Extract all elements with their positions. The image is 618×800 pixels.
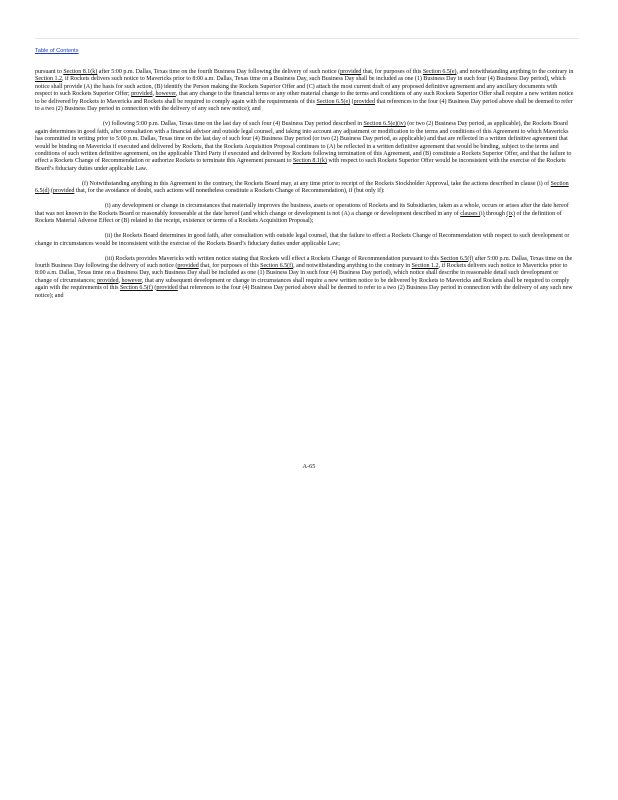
paragraph-f-iii: (iii) Rockets provides Mavericks with written notice stating that Rockets will effect a Rockets Change of Recommendation pursuant to this Section 6.5(f) after 5:00 p.m. Dallas, Texas time on the fourth Business Day following the delivery of such notice (provided that, for purposes of this Section 6.5(f), and notwithstanding anything to the contrary in Section 1.2, if Rockets delivers such notice to Mavericks prior to 8:00 a.m. Dallas, Texas time on a Business Day, such Business Day shall be included as one (1) Business Day in such four (4) Business Day period), which notice shall describe in reasonable detail such development or change of circumstances; provided, however, that any subsequent development or change in circumstances shall require a new written notice to be delivered by Rockets to Mavericks and Rockets shall be required to comply again with the requirements of this Section 6.5(f) (provided that references to the four (4) Business Day period above shall be deemed to refer to a two (2) Business Day period in connection with the delivery of any such new notice); and [35, 255, 573, 299]
paragraph-e-iv-continuation: pursuant to Section 8.1(k) after 5:00 p.m. Dallas, Texas time on the fourth Business Day following the delivery of such notice (provided that, for purposes of this Section 6.5(e), and notwithstanding anything to the contrary in Section 1.2, if Rockets delivers such notice to Mavericks prior to 8:00 a.m. Dallas, Texas time on a Business Day, such Business Day shall be included as one (1) Business Day in such four (4) Business Day period), which notice shall provide (A) the basis for such action, (B) identify the Person making the Rockets Superior Offer and (C) attach the most current draft of any proposed definitive agreement and any ancillary documents with respect to such Rockets Superior Offer; provided, however, that any change to the financial terms or any other material change to the terms and conditions of any such Rockets Superior Offer shall require a new written notice to be delivered by Rockets to Mavericks and Rockets shall be required to comply again with the requirements of this Section 6.5(e) (provided that references to the four (4) Business Day period above shall be deemed to refer to a two (2) Business Day period in connection with the delivery of any such new notice); and [35, 69, 574, 113]
paragraph-f-i: (i) any development or change in circumstances that materially improves the business, assets or operations of Rockets and its Subsidiaries, taken as a whole, occurs or arises after the date hereof that was not known to the Rockets Board or reasonably foreseeable at the date hereof (and which change or development is not (A) a change or development described in any of clauses (i) through (ix) of the definition of Rockets Material Adverse Effect or (B) related to the receipt, existence or terms of a Rockets Acquisition Proposal); [35, 203, 569, 225]
section-reference-link[interactable]: Section 6.5(e) [316, 98, 351, 105]
section-reference-link[interactable]: Section 6.5(f) [119, 285, 153, 292]
clause-reference-link[interactable]: (ix) [506, 210, 515, 217]
section-reference-link[interactable]: Section 1.2 [411, 263, 439, 270]
paragraph-e-v: (v) following 5:00 p.m. Dallas, Texas time on the last day of such four (4) Business Day period described in Section 6.5(e)(iv) (or two (2) Business Day period, as applicable), the Rockets Board again determines in good faith, after consultation with a financial advisor and outside legal counsel, and taking into account any adjustment or modification to the terms and conditions of this Agreement to which Mavericks has committed in writing prior to 5:00 p.m. Dallas, Texas time on the last day of such four (4) Business Day period (or two (2) Business Day period, as applicable) and that are reflected in a written definitive agreement that would be binding on Mavericks if executed and delivered by Rockets, that the Rockets Acquisition Proposal continues to (A) be reflected in a written definitive agreement that would be binding, subject to the terms and conditions of such written definitive agreement, on the applicable Third Party if executed and delivered by Rockets following termination of this Agreement, and (B) constitute a Rockets Superior Offer, and that the failure to effect a Rockets Change of Recommendation or authorize Rockets to terminate this Agreement pursuant to Section 8.1(k) with respect to such Rockets Superior Offer would be inconsistent with the exercise of the Rockets Board’s fiduciary duties under applicable Law. [35, 121, 572, 172]
section-reference-link[interactable]: Section 8.1(k) [63, 69, 98, 75]
table-of-contents-link[interactable]: Table of Contents [35, 48, 79, 54]
section-reference-link[interactable]: Section 6.5(d) [35, 180, 569, 195]
section-reference-link[interactable]: Section 6.5(f) [260, 263, 294, 270]
document-body [35, 69, 575, 308]
header-divider [35, 38, 579, 39]
section-reference-link[interactable]: Section 6.5(e) [422, 69, 457, 75]
section-reference-link[interactable]: Section 1.2 [35, 76, 62, 83]
section-reference-link[interactable]: Section 8.1(k) [292, 158, 327, 165]
paragraph-f-ii: (ii) the Rockets Board determines in good faith, after consultation with outside legal counsel, that the failure to effect a Rockets Change of Recommendation with respect to such development or change in circumstances would be inconsistent with the exercise of the Rockets Board’s fiduciary duties under applicable Law; [35, 233, 570, 247]
section-reference-link[interactable]: Section 6.5(e)(iv) [363, 121, 406, 128]
paragraph-f: (f) Notwithstanding anything in this Agreement to the contrary, the Rockets Board may, at any time prior to receipt of the Rockets Stockholder Approval, take the actions described in clause (i) of Section 6.5(d) (provided that, for the avoidance of doubt, such actions will nonetheless constitute a Rockets Change of Recommendation), if (but only if): [35, 180, 569, 195]
section-reference-link[interactable]: Section 6.5(f) [440, 255, 474, 262]
clause-reference-link[interactable]: clauses (i) [460, 210, 485, 217]
page-number: A-65 [302, 463, 316, 470]
